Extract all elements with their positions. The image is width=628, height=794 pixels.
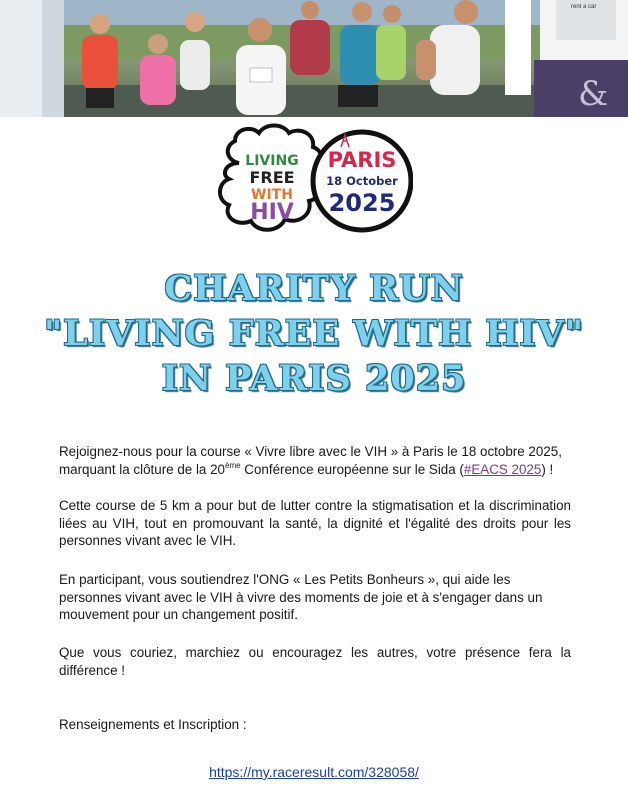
registration-label: Renseignements et Inscription : [59, 717, 247, 732]
logo-word-with: WITH [251, 187, 293, 203]
closing-paragraph: Que vous couriez, marchiez ou encouragez les autres, votre présence fera la différence ! [59, 645, 571, 678]
ngo-paragraph: En participant, vous soutiendrez l'ONG « Les Petits Bonheurs », qui aide les personnes vivant avec le VIH à vivre des moments de joie et à s'engager dans un mouvement pour un changement positif. [59, 572, 543, 622]
intro-paragraph [59, 443, 571, 478]
event-logo [217, 121, 413, 243]
intro-text-1: Rejoignez-nous pour la course « Vivre libre avec le VIH » à Paris le 18 octobre 2025, marquant la clôture de la 20 [59, 444, 562, 477]
title-line-3: IN PARIS 2025 [161, 358, 467, 399]
logo-word-free: FREE [249, 168, 295, 187]
hero-photo [0, 0, 628, 117]
logo-city: PARIS [327, 148, 397, 172]
title-line-2: "LIVING FREE WITH HIV" [43, 313, 585, 354]
ordinal-superscript: ème [225, 460, 241, 470]
intro-text-2: Conférence européenne sur le Sida ( [240, 461, 464, 477]
sign-ampersand: & [578, 74, 609, 114]
van-banner-text: rent a car [571, 4, 597, 10]
runners-illustration [0, 0, 628, 117]
logo-year: 2025 [328, 189, 396, 217]
registration-link[interactable]: https://my.raceresult.com/328058/ [209, 764, 419, 780]
intro-text-3: ) ! [541, 461, 554, 477]
logo-word-hiv: HIV [250, 200, 294, 225]
page-title [20, 266, 608, 401]
hashtag-link[interactable]: #EACS 2025 [463, 461, 542, 477]
purpose-paragraph: Cette course de 5 km a pour but de lutter contre la stigmatisation et la discrimination liées au VIH, tout en promouvant la santé, la dignité et l'égalité des droits pour les personnes vivant avec le VIH. [59, 498, 571, 548]
logo-word-living: LIVING [245, 153, 299, 169]
logo-date: 18 October [326, 174, 398, 188]
title-line-1: CHARITY RUN [164, 268, 464, 309]
